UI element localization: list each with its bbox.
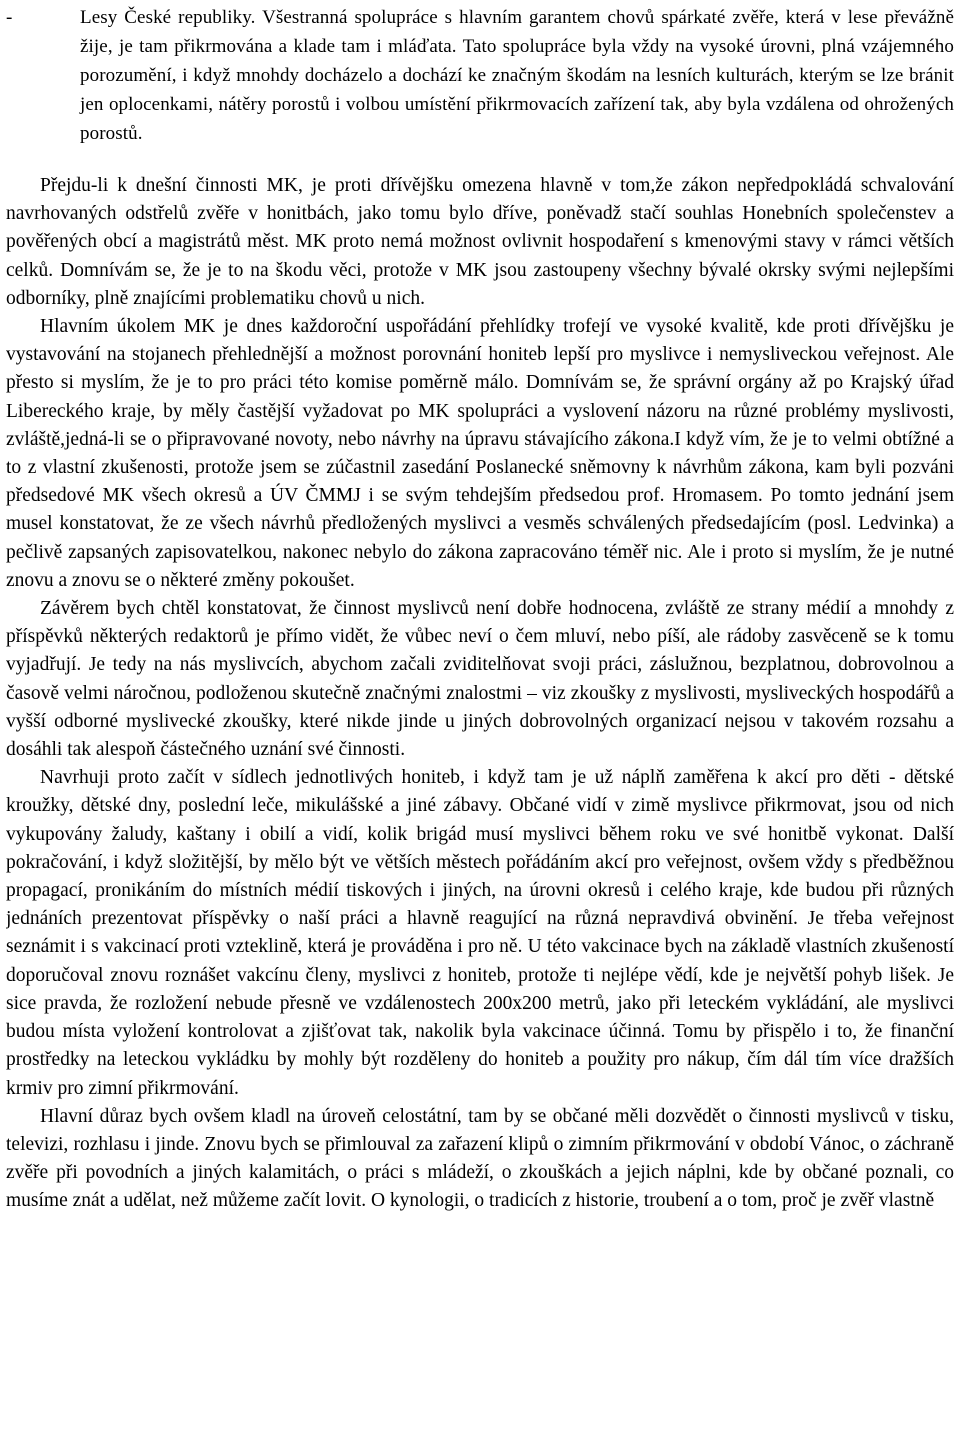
paragraph-national-level: Hlavní důraz bych ovšem kladl na úroveň celostátní, tam by se občané měli dozvědět o činnosti myslivců v tisku, televizi, rozhlasu i jinde. Znovu bych se přimlouval za zařazení klipů o zimním přikrmování v období Vánoc, o záchraně zvěře při povodních a jiných kalamitách, o práci s mládeží, o zkouškách a jejich náplni, kde by občané poznali, co musíme znát a udělat, než můžeme začít lovit. O kynologii, o tradicích z historie, troubení a o tom, proč je zvěř vlastně <box>6 1105 954 1212</box>
document-body <box>6 172 954 1216</box>
paragraph-trophy-show: Hlavním úkolem MK je dnes každoroční uspořádání přehlídky trofejí ve vysoké kvalitě, kde proti dřívějšku je vystavování na stojanech přehlednější a možnost porovnání honiteb lepší pro myslivce i nemysliveckou veřejnost. Ale přesto si myslím, že je to pro práci této komise poměrně málo. Domnívám se, že správní orgány až po Krajský úřad Libereckého kraje, by měly častější vyžadovat po MK spolupráci a vyslovení názoru na různé problémy myslivosti, zvláště,jedná-li se o připravované novoty, nebo návrhy na úpravu stávajícího zákona.I když vím, že je to velmi obtížné a to z vlastní zkušenosti, protože jsem se zúčastnil zasedání Poslanecké sněmovny k návrhům zákona, kam byli pozváni předsedové MK všech okresů a ÚV ČMMJ i se svým tehdejším předsedou prof. Hromasem. Po tomto jednání jsem musel konstatovat, že ze všech návrhů předložených myslivci a vesměs schválených předsedajícím (posl. Ledvinka) a pečlivě zapsaných zapisovatelkou, nakonec nebylo do zákona zapracováno téměř nic. Ale i proto si myslím, že je nutné znovu a znovu se o některé změny pokoušet. <box>6 316 954 591</box>
bullet-list-item <box>6 0 954 148</box>
paragraph-conclusion: Závěrem bych chtěl konstatovat, že činnost myslivců není dobře hodnocena, zvláště ze strany médií a mnohdy z příspěvků některých redaktorů je přímo vidět, že vůbec neví o čem mluví, nebo píší, ale rádoby zasvěceně se k tomu vyjadřují. Je tedy na nás myslivcích, abychom začali zviditelňovat svoji práci, záslužnou, bezplatnou, dobrovolnou a časově velmi náročnou, podloženou skutečně značnými znalostmi – viz zkoušky z myslivosti, mysliveckých hospodářů a vyšší odborné myslivecké zkoušky, které nikde jinde u jiných dobrovolných organizací nejsou v takovém rozsahu a dosáhli tak alespoň částečného uznání své činnosti. <box>6 598 954 761</box>
document-page <box>6 0 954 1452</box>
bullet-text: Lesy České republiky. Všestranná spolupráce s hlavním garantem chovů spárkaté zvěře, která v lese převážně žije, je tam přikrmována a klade tam i mláďata. Tato spolupráce byla vždy na vysoké úrovni, plná vzájemného porozumění, i když mnohdy docházelo a dochází ke značným škodám na lesních kulturách, kterým se lze bránit jen oplocenkami, nátěry porostů i volbou umístění přikrmovacích zařízení tak, aby byla vzdálena od ohrožených porostů. <box>80 7 954 144</box>
bullet-dash: - <box>6 7 13 28</box>
paragraph-mk-activity: Přejdu-li k dnešní činnosti MK, je proti dřívějšku omezena hlavně v tom,že zákon nepředpokládá schvalování navrhovaných odstřelů zvěře v honitbách, jako tomu bylo dříve, poněvadž stačí souhlas Honebních společenstev a pověřených obcí a magistrátů měst. MK proto nemá možnost ovlivnit hospodaření s kmenovými stavy v rámci větších celků. Domnívám se, že je to na škodu věci, protože v MK jsou zastoupeny všechny bývalé okrsky svými nejlepšími odborníky, plně znajícími problematiku chovů u nich. <box>6 175 954 309</box>
paragraph-proposal: Navrhuji proto začít v sídlech jednotlivých honiteb, i když tam je už náplň zaměřena k akcí pro děti - dětské kroužky, dětské dny, poslední leče, mikulášské a jiné zábavy. Občané vidí v zimě myslivce přikrmovat, jsou od nich vykupovány žaludy, kaštany i obilí a vidí, kolik brigád musí myslivci během roku ve své honitbě vykonat. Další pokračování, i když složitější, by mělo být ve větších městech pořádáním akcí pro veřejnost, ovšem vždy s předběžnou propagací, pronikáním do místních médií tiskových i jiných, na úrovni okresů i celého kraje, kde budou při různých jednáních prezentovat příspěvky o naší práci a hlavně reagující na různá nepravdivá obvinění. Je třeba veřejnost seznámit i s vakcinací proti vzteklině, která je prováděna i pro ně. U této vakcinace bych na základě vlastních zkušeností doporučoval znovu roznášet vakcínu členy, myslivci z honiteb, protože ti nejlépe vědí, kde je největší pohyb lišek. Je sice pravda, že rozložení nebude přesně ve vzdálenostech 200x200 metrů, jako při leteckém vykládání, ale myslivci budou místa vyložení kontrolovat a zjišťovat tak, nakolik byla vakcinace účinná. Tomu by přispělo i to, že finanční prostředky na leteckou vykládku by mohly být rozděleny do honiteb a použity pro nákup, čím dál tím více dražších krmiv pro zimní přikrmování. <box>6 767 954 1099</box>
